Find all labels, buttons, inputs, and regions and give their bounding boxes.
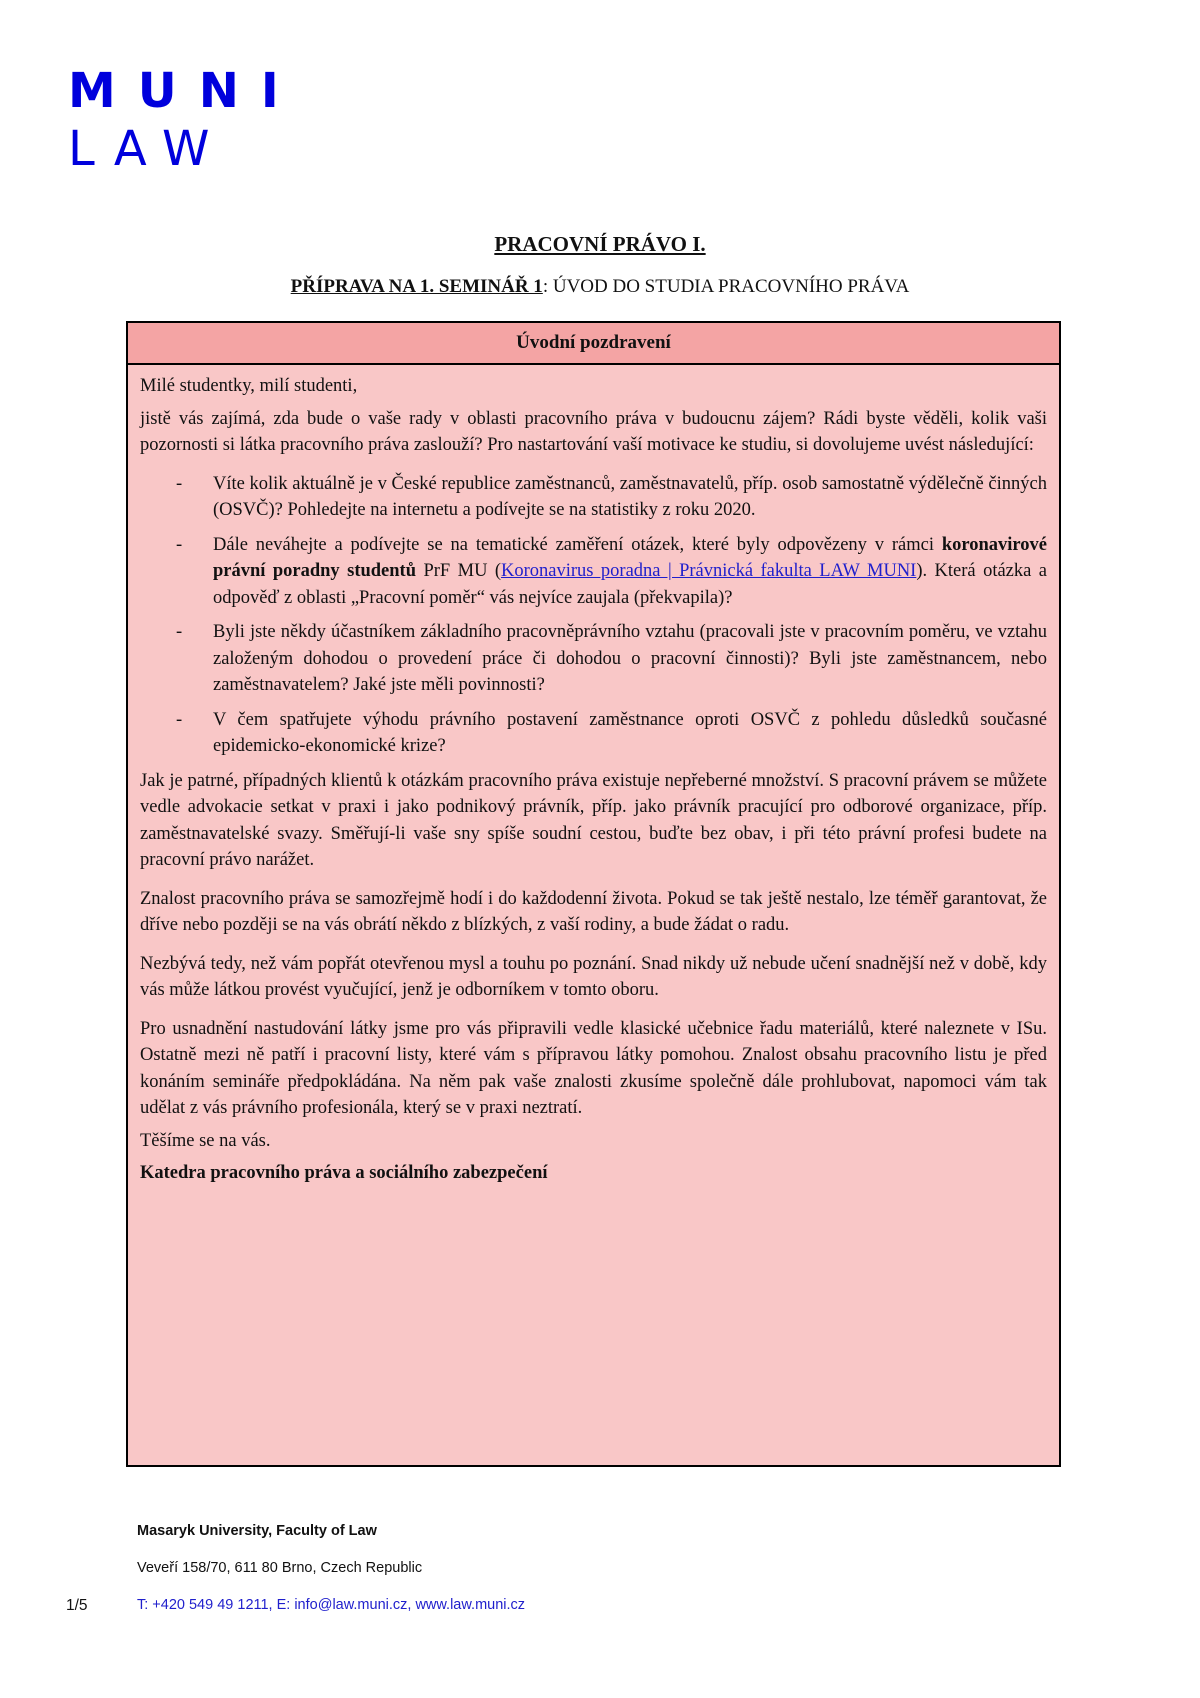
logo-line-2: LAW	[68, 121, 228, 177]
footer-university: Masaryk University, Faculty of Law	[137, 1523, 377, 1539]
greeting-box	[126, 321, 1061, 1467]
muni-law-logo	[68, 62, 301, 178]
logo-line-1: MUNI	[68, 63, 301, 119]
box-body	[128, 365, 1059, 1187]
list-item: - Víte kolik aktuálně je v České republice zaměstnanců, zaměstnavatelů, příp. osob samostatně výdělečně činných (OSVČ)? Pohledejte na internetu a podívejte se na statistiky z roku 2020.	[140, 471, 1047, 524]
q2-text-b: PrF MU (	[416, 561, 502, 581]
box-heading: Úvodní pozdravení	[128, 323, 1059, 365]
list-item: - Byli jste někdy účastníkem základního pracovněprávního vztahu (pracovali jste v pracovním poměru, ve vztahu založeným dohodou o provedení práce či dohodou o pracovní činnosti)? Byli jste zaměstnancem, nebo zaměstnavatelem? Jaké jste měli povinnosti?	[140, 619, 1047, 699]
document-subtitle	[0, 276, 1200, 298]
q2-text-a: Dále neváhejte a podívejte se na tematické zaměření otázek, které byly odpovězeny v rámci	[213, 534, 942, 555]
paragraph-clients: Jak je patrné, případných klientů k otázkám pracovního práva existuje nepřeberné množství. S pracovní právem se můžete vedle advokacie setkat v praxi i jako podnikový právník, příp. jako právník pracující pro odborové organizace, příp. zaměstnavatelské svazy. Směřují-li vaše sny spíše soudní cestou, buďte bez obav, i při této právní profesi budete na pracovní právo narážet.	[140, 770, 1047, 870]
closing-line: Těšíme se na vás.	[140, 1130, 271, 1151]
paragraph-openmind: Nezbývá tedy, než vám popřát otevřenou mysl a touhu po poznání. Snad nikdy už nebude učení snadnější než v době, kdy vás může látkou provést vyučující, jenž je odborníkem v tomto oboru.	[140, 953, 1047, 1000]
subtitle-topic: : ÚVOD DO STUDIA PRACOVNÍHO PRÁVA	[542, 276, 910, 297]
question-list	[140, 471, 1047, 760]
paragraph-everyday: Znalost pracovního práva se samozřejmě hodí i do každodenní života. Pokud se tak ještě nestalo, lze téměř garantovat, že dříve nebo později se na vás obrátí někdo z blízkých, z vaší rodiny, a bude žádat o radu.	[140, 888, 1047, 935]
page-number: 1/5	[66, 1597, 88, 1614]
list-item: - V čem spatřujete výhodu právního postavení zaměstnance oproti OSVČ z pohledu důsledků současné epidemicko-ekonomické krize?	[140, 707, 1047, 760]
greeting-line: Milé studentky, milí studenti,	[140, 376, 358, 396]
document-title: PRACOVNÍ PRÁVO I.	[494, 232, 706, 256]
koronavirus-poradna-link[interactable]: Koronavirus poradna | Právnická fakulta LAW MUNI	[501, 561, 917, 581]
signature: Katedra pracovního práva a sociálního zabezpečení	[140, 1163, 548, 1183]
q2-bold: koronavirové právní poradny studentů	[213, 534, 1047, 581]
paragraph-materials: Pro usnadnění nastudování látky jsme pro vás připravili vedle klasické učebnice řadu materiálů, které naleznete v ISu. Ostatně mezi ně patří i pracovní listy, které vám s přípravou látky pomohou. Znalost obsahu pracovního listu je před konáním semináře předpokládána. Na něm pak vaše znalosti zkusíme společně dále prohlubovat, napomoci vám tak udělat z vás právního profesionála, který se v praxi neztratí.	[140, 1018, 1047, 1118]
footer-address: Veveří 158/70, 611 80 Brno, Czech Republic	[137, 1560, 423, 1576]
subtitle-seminar: PŘÍPRAVA NA 1. SEMINÁŘ 1	[290, 276, 543, 297]
intro-paragraph: jistě vás zajímá, zda bude o vaše rady v oblasti pracovního práva v budoucnu zájem? Rádi byste věděli, kolik vaši pozornosti si látka pracovního práva zaslouží? Pro nastartování vaší motivace ke studiu, si dovolujeme uvést následující:	[140, 408, 1047, 455]
q2-text-c: ). Která otázka a odpověď z oblasti „Pracovní poměr“ vás nejvíce zaujala (překvapila)?	[213, 561, 1047, 608]
list-item	[140, 532, 1047, 612]
footer-contact[interactable]: T: +420 549 49 1211, E: info@law.muni.cz, www.law.muni.cz	[137, 1597, 526, 1613]
